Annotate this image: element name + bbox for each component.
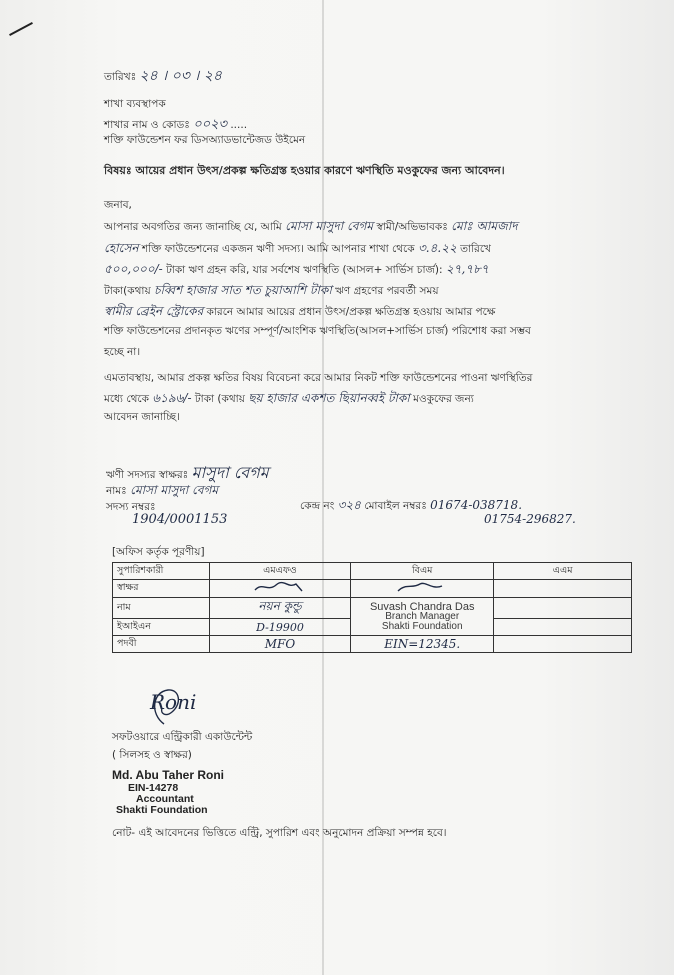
salutation: জনাব,: [104, 199, 132, 211]
para2-line3: আবেদন জানাচ্ছি।: [104, 411, 180, 423]
applicant-name-hw: মোসা মাসুদা বেগম: [285, 219, 374, 233]
office-table: [112, 562, 632, 653]
branch-code: ০০২৩: [193, 117, 227, 132]
text: কারনে আমার আয়ের প্রধান উৎস/প্রকল্প ক্ষতিগ্রস্ত হওয়ায় আমার পক্ষে: [206, 306, 496, 318]
member-name-line: [106, 482, 218, 502]
text: মওকুফের জন্য: [413, 393, 474, 405]
mfo-name-hw: নয়ন কুন্ডু: [209, 598, 351, 619]
para1-line3: [104, 261, 489, 281]
guardian-hw-2: হোসেন: [104, 241, 139, 255]
text: তারিখে: [460, 243, 491, 255]
mfo-designation-hw: MFO: [209, 636, 351, 653]
row-label: স্বাক্ষর: [113, 580, 210, 598]
mfo-signature-cell: [209, 580, 351, 598]
stamp-line: Suvash Chandra Das: [369, 600, 475, 613]
text: টাকা (কথায়: [194, 393, 245, 405]
header-cell: এএম: [494, 563, 632, 580]
bm-signature: [392, 580, 452, 594]
branch-label: শাখার নাম ও কোডঃ: [104, 119, 190, 131]
bm-signature-cell: [351, 580, 494, 598]
guardian-hw: মোঃ আমজাদ: [451, 219, 518, 233]
waive-words-hw: ছয় হাজার একশত ছিয়ানব্বই টাকা: [248, 391, 410, 405]
pen-mark: [9, 22, 33, 36]
para1-line2: [104, 240, 491, 260]
bm-stamp: [351, 598, 494, 636]
para1-line5: [104, 303, 495, 323]
bm-ein-hw: EIN=12345.: [351, 636, 494, 653]
accountant-line2: ( সিলসহ ও স্বাক্ষর): [112, 749, 192, 761]
member-name-hw: মোসা মাসুদা বেগম: [130, 483, 219, 497]
text: মধ্যে থেকে: [104, 393, 149, 405]
accountant-stamp-org: Shakti Foundation: [116, 804, 208, 816]
addressee-title: শাখা ব্যবস্থাপক: [104, 98, 166, 110]
reason-hw: স্বামীর ব্রেইন স্ট্রোকের: [104, 304, 204, 318]
table-row: [113, 598, 632, 619]
stamp-line: Branch Manager: [385, 610, 460, 622]
balance-hw: ২৭,৭৮৭: [445, 262, 489, 276]
date-value: ২৪ । ০৩ । ২৪: [139, 68, 222, 84]
para1-line7: হচ্ছে না।: [104, 346, 141, 358]
member-no-hw: 1904/0001153: [132, 512, 228, 527]
para1-line1: [104, 218, 518, 238]
centre-label: কেন্দ্র নং: [300, 500, 335, 512]
para2-line2: [104, 390, 474, 410]
org-name: শক্তি ফাউন্ডেশন ফর ডিসঅ্যাডভান্টেজড উইমেন: [104, 134, 306, 146]
para2-line1: এমতাবস্থায়, আমার প্রকল্প ক্ষতির বিষয় বিবেচনা করে আমার নিকট শক্তি ফাউন্ডেশনের পাওনা ঋণস্থিতির: [104, 372, 533, 384]
mobile2-hw: 01754-296827.: [484, 512, 576, 526]
text: স্বামী/অভিভাবকঃ: [376, 221, 448, 233]
para1-line4: [104, 282, 439, 302]
table-row: [113, 563, 632, 580]
accountant-stamp-title: Accountant: [136, 793, 194, 805]
table-row: [113, 636, 632, 653]
mfo-signature: [250, 580, 310, 594]
accountant-signature: Roni: [150, 690, 197, 714]
accountant-stamp-ein: EIN-14278: [128, 782, 179, 794]
text: আপনার অবগতির জন্য জানাচ্ছি যে, আমি: [104, 221, 282, 233]
header-cell: সুপারিশকারী: [113, 563, 210, 580]
mfo-ein-hw: D-19900: [209, 619, 351, 636]
mobile1-hw: 01674-038718.: [430, 498, 523, 512]
balance-words-hw: চব্বিশ হাজার সাত শত চুয়াআশি টাকা: [153, 283, 332, 297]
text: শক্তি ফাউন্ডেশনের একজন ঋণী সদস্য। আমি আপনার শাখা থেকে: [141, 243, 415, 255]
name-label: নামঃ: [106, 485, 127, 497]
branch-line: শাখার নাম ও কোডঃ ০০২৩ .....: [104, 117, 248, 132]
text: টাকা ঋণ গ্রহন করি, যার সর্বশেষ ঋণস্থিতি (আসল+ সার্ভিস চার্জ):: [166, 264, 443, 276]
stamp-line: Shakti Foundation: [381, 620, 463, 632]
member-no-label: সদস্য নম্বরঃ: [106, 501, 156, 513]
date-label: তারিখঃ: [104, 71, 137, 83]
loan-amount-hw: ৫০০,০০০/-: [104, 262, 163, 276]
note: নোট- এই আবেদনের ভিত্তিতে এন্ট্রি, সুপারিশ এবং অনুমোদন প্রক্রিয়া সম্পন্ন হবে।: [112, 827, 447, 839]
text: টাকা(কথায়: [104, 285, 151, 297]
mobile-label: মোবাইল নম্বরঃ: [364, 500, 427, 512]
sign-label: ঋণী সদস্যর স্বাক্ষরঃ: [106, 469, 189, 481]
para1-line6: শক্তি ফাউন্ডেশনের প্রদানকৃত ঋণের সম্পূর্ণ/আংশিক ঋণস্থিতি(আসল+সার্ভিস চার্জ) পরিশোধ করা সম্ভব: [104, 325, 531, 337]
row-label: পদবী: [113, 636, 210, 653]
subject: বিষয়ঃ আয়ের প্রধান উৎস/প্রকল্প ক্ষতিগ্রস্ত হওয়ার কারণে ঋণস্থিতি মওকুফের জন্য আবেদন।: [104, 164, 505, 177]
member-signature: মাসুদা বেগম: [191, 463, 269, 482]
accountant-stamp-name: Md. Abu Taher Roni: [112, 768, 224, 782]
waive-amount-hw: ৬১৯৬/-: [152, 391, 192, 405]
header-cell: এমএফও: [209, 563, 351, 580]
am-signature-cell: [494, 580, 632, 598]
centre-hw: ৩২৪: [337, 498, 361, 512]
table-row: [113, 580, 632, 598]
office-title: [অফিস কর্তৃক পূরণীয়]: [112, 546, 205, 558]
am-designation-cell: [494, 636, 632, 653]
loan-date-hw: ৩.৪.২২: [417, 241, 457, 255]
header-cell: বিএম: [351, 563, 494, 580]
row-label: ইআইএন: [113, 619, 210, 636]
accountant-sign-loop: [146, 684, 196, 728]
accountant-line1: সফটওয়ারে এন্ট্রিকারী একাউন্টেন্ট: [112, 731, 253, 743]
text: ঋণ গ্রহণের পরবর্তী সময়: [335, 285, 439, 297]
am-ein-cell: [494, 619, 632, 636]
am-name-cell: [494, 598, 632, 619]
row-label: নাম: [113, 598, 210, 619]
date-line: [104, 64, 222, 88]
